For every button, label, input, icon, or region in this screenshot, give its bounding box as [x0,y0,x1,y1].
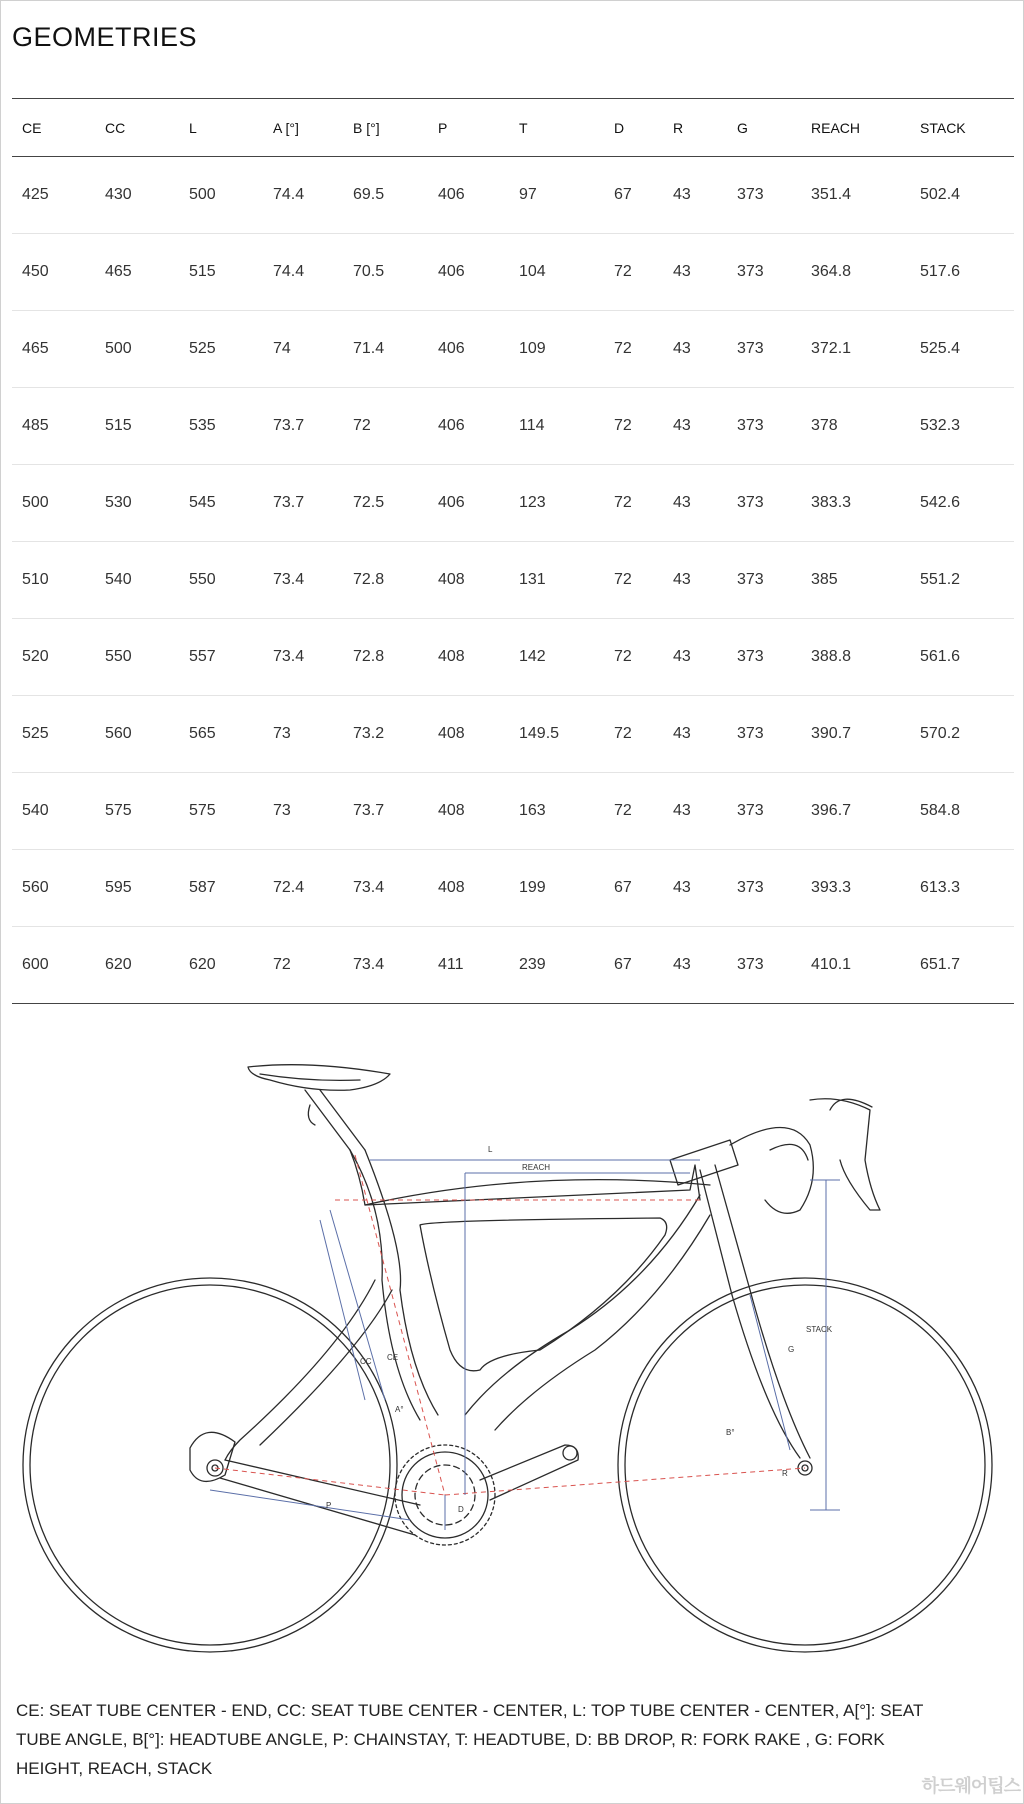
cell-stack: 584.8 [920,802,961,819]
col-header-a: A [°] [273,119,299,136]
cell-t: 131 [519,571,546,588]
cell-t: 199 [519,879,546,896]
cell-l: 557 [189,648,216,665]
cell-stack: 551.2 [920,571,961,588]
cell-reach: 378 [811,417,838,434]
cell-d: 72 [614,417,632,434]
cell-cc: 575 [105,802,132,819]
label-p: P [326,1501,332,1510]
frame-window [420,1218,667,1371]
cell-r: 43 [673,494,691,511]
col-header-ce: CE [22,119,42,136]
cell-b: 72.8 [353,648,385,665]
cell-ce: 525 [22,725,49,742]
cell-l: 550 [189,571,216,588]
cell-b: 70.5 [353,263,385,280]
fork [732,1290,810,1458]
cell-d: 67 [614,956,632,973]
cell-ce: 560 [22,879,49,896]
label-d: D [458,1505,464,1514]
cell-cc: 500 [105,340,132,357]
cell-cc: 530 [105,494,132,511]
cell-g: 373 [737,571,764,588]
down-tube [465,1195,700,1415]
cell-p: 408 [438,725,465,742]
cell-reach: 396.7 [811,802,852,819]
cell-d: 72 [614,571,632,588]
cell-b: 69.5 [353,186,385,203]
cell-r: 43 [673,340,691,357]
cell-reach: 385 [811,571,838,588]
cell-ce: 465 [22,340,49,357]
cell-l: 620 [189,956,216,973]
cell-r: 43 [673,263,691,280]
label-cc: CC [360,1357,372,1366]
cell-l: 515 [189,263,216,280]
label-a: A° [395,1405,404,1414]
shifter [810,1099,880,1210]
bike-geometry-diagram [10,1050,1014,1680]
cell-d: 72 [614,802,632,819]
cell-b: 72.5 [353,494,385,511]
cell-r: 43 [673,417,691,434]
cell-d: 72 [614,494,632,511]
cell-t: 104 [519,263,546,280]
cell-r: 43 [673,186,691,203]
cell-l: 565 [189,725,216,742]
cell-l: 575 [189,802,216,819]
cell-reach: 383.3 [811,494,852,511]
cell-p: 406 [438,417,465,434]
cell-ce: 540 [22,802,49,819]
cell-g: 373 [737,879,764,896]
cell-a: 74 [273,340,291,357]
cell-ce: 485 [22,417,49,434]
label-reach: REACH [522,1163,551,1172]
geometry-legend: CE: SEAT TUBE CENTER - END, CC: SEAT TUBE CENTER - CENTER, L: TOP TUBE CENTER - CENTER, A[°]: SEAT TUBE ANGLE, B[°]: HEADTUBE ANGLE, P: CHAINSTAY, T: HEADTUBE, D: BB DROP, R: FORK RAKE , G: FORK HEIGHT, REACH, STACK [16,1701,924,1778]
table-row [12,234,1014,311]
cell-g: 373 [737,186,764,203]
table-row [12,927,1014,1004]
cell-l: 587 [189,879,216,896]
cell-cc: 430 [105,186,132,203]
col-header-r: R [673,119,684,136]
cell-stack: 542.6 [920,494,961,511]
seatpost [305,1090,365,1150]
cell-l: 535 [189,417,216,434]
cell-t: 109 [519,340,546,357]
cell-g: 373 [737,263,764,280]
cell-a: 74.4 [273,186,305,203]
cell-r: 43 [673,956,691,973]
cell-p: 411 [438,956,464,973]
cell-reach: 372.1 [811,340,852,357]
cell-a: 73.7 [273,494,305,511]
cell-l: 545 [189,494,216,511]
table-row [12,850,1014,927]
cell-stack: 502.4 [920,186,961,203]
cell-reach: 410.1 [811,956,852,973]
cell-g: 373 [737,494,764,511]
col-header-d: D [614,119,625,136]
cell-ce: 450 [22,263,49,280]
cell-a: 72 [273,956,291,973]
cell-d: 67 [614,186,632,203]
cell-g: 373 [737,340,764,357]
cell-a: 74.4 [273,263,305,280]
label-ce: CE [387,1353,399,1362]
cell-p: 406 [438,186,465,203]
col-header-t: T [519,119,528,136]
cell-t: 149.5 [519,725,560,742]
seat-tube [350,1150,420,1420]
cell-reach: 364.8 [811,263,852,280]
geometry-table [12,98,1014,1004]
cell-a: 73 [273,802,291,819]
cell-cc: 620 [105,956,132,973]
cell-t: 142 [519,648,546,665]
cell-cc: 515 [105,417,132,434]
cell-d: 72 [614,725,632,742]
table-row [12,311,1014,388]
cell-ce: 600 [22,956,49,973]
cell-d: 72 [614,340,632,357]
cell-p: 406 [438,494,465,511]
cell-p: 408 [438,648,465,665]
cell-t: 163 [519,802,546,819]
cell-r: 43 [673,648,691,665]
cell-g: 373 [737,648,764,665]
cell-r: 43 [673,571,691,588]
col-header-g: G [737,119,748,136]
cell-stack: 517.6 [920,263,961,280]
cell-g: 373 [737,417,764,434]
table-row [12,465,1014,542]
cell-a: 73.4 [273,571,305,588]
cell-stack: 532.3 [920,417,961,434]
cell-ce: 500 [22,494,49,511]
cell-stack: 613.3 [920,879,961,896]
cell-stack: 570.2 [920,725,961,742]
table-header-row [12,99,1014,157]
col-header-l: L [189,119,197,136]
cell-b: 71.4 [353,340,385,357]
label-b: B° [726,1428,735,1437]
cell-a: 73.7 [273,417,305,434]
cell-t: 239 [519,956,546,973]
cell-reach: 388.8 [811,648,852,665]
label-l: L [488,1145,493,1154]
label-g: G [788,1345,795,1354]
col-header-stack: STACK [920,119,966,136]
col-header-b: B [°] [353,119,380,136]
cell-stack: 651.7 [920,956,961,973]
watermark-logo: 하드웨어팁스 [921,1776,1020,1796]
label-r: R [782,1469,788,1478]
cell-ce: 510 [22,571,49,588]
cell-reach: 390.7 [811,725,852,742]
cell-b: 72 [353,417,371,434]
page-title: GEOMETRIES [12,22,198,52]
cell-d: 72 [614,263,632,280]
table-row [12,542,1014,619]
cell-b: 73.7 [353,802,385,819]
cell-d: 72 [614,648,632,665]
cell-p: 406 [438,263,465,280]
cell-b: 73.4 [353,956,385,973]
table-row [12,619,1014,696]
col-header-p: P [438,119,448,136]
cell-stack: 561.6 [920,648,961,665]
table-row [12,696,1014,773]
table-row [12,773,1014,850]
cell-l: 500 [189,186,216,203]
cell-r: 43 [673,879,691,896]
handlebar [730,1128,813,1214]
cell-cc: 465 [105,263,132,280]
cell-t: 114 [519,417,545,434]
cell-b: 72.8 [353,571,385,588]
table-row [12,388,1014,465]
cell-a: 73 [273,725,291,742]
cell-b: 73.2 [353,725,385,742]
cell-cc: 540 [105,571,132,588]
cell-g: 373 [737,725,764,742]
cell-reach: 393.3 [811,879,852,896]
label-stack: STACK [806,1325,833,1334]
saddle [248,1065,390,1091]
cell-r: 43 [673,802,691,819]
cell-stack: 525.4 [920,340,961,357]
cell-p: 408 [438,802,465,819]
cell-cc: 550 [105,648,132,665]
cell-ce: 520 [22,648,49,665]
stem [670,1140,738,1185]
cell-a: 72.4 [273,879,305,896]
cell-cc: 595 [105,879,132,896]
cell-cc: 560 [105,725,132,742]
cell-d: 67 [614,879,632,896]
cell-t: 97 [519,186,537,203]
cell-r: 43 [673,725,691,742]
cell-a: 73.4 [273,648,305,665]
cell-b: 73.4 [353,879,385,896]
cell-p: 408 [438,879,465,896]
table-row [12,157,1014,234]
cell-p: 408 [438,571,465,588]
cell-l: 525 [189,340,216,357]
cell-t: 123 [519,494,546,511]
seatstay [225,1280,375,1460]
cell-g: 373 [737,802,764,819]
col-header-cc: CC [105,119,126,136]
cell-p: 406 [438,340,465,357]
cell-ce: 425 [22,186,49,203]
col-header-reach: REACH [811,119,861,136]
cell-g: 373 [737,956,764,973]
cell-reach: 351.4 [811,186,852,203]
